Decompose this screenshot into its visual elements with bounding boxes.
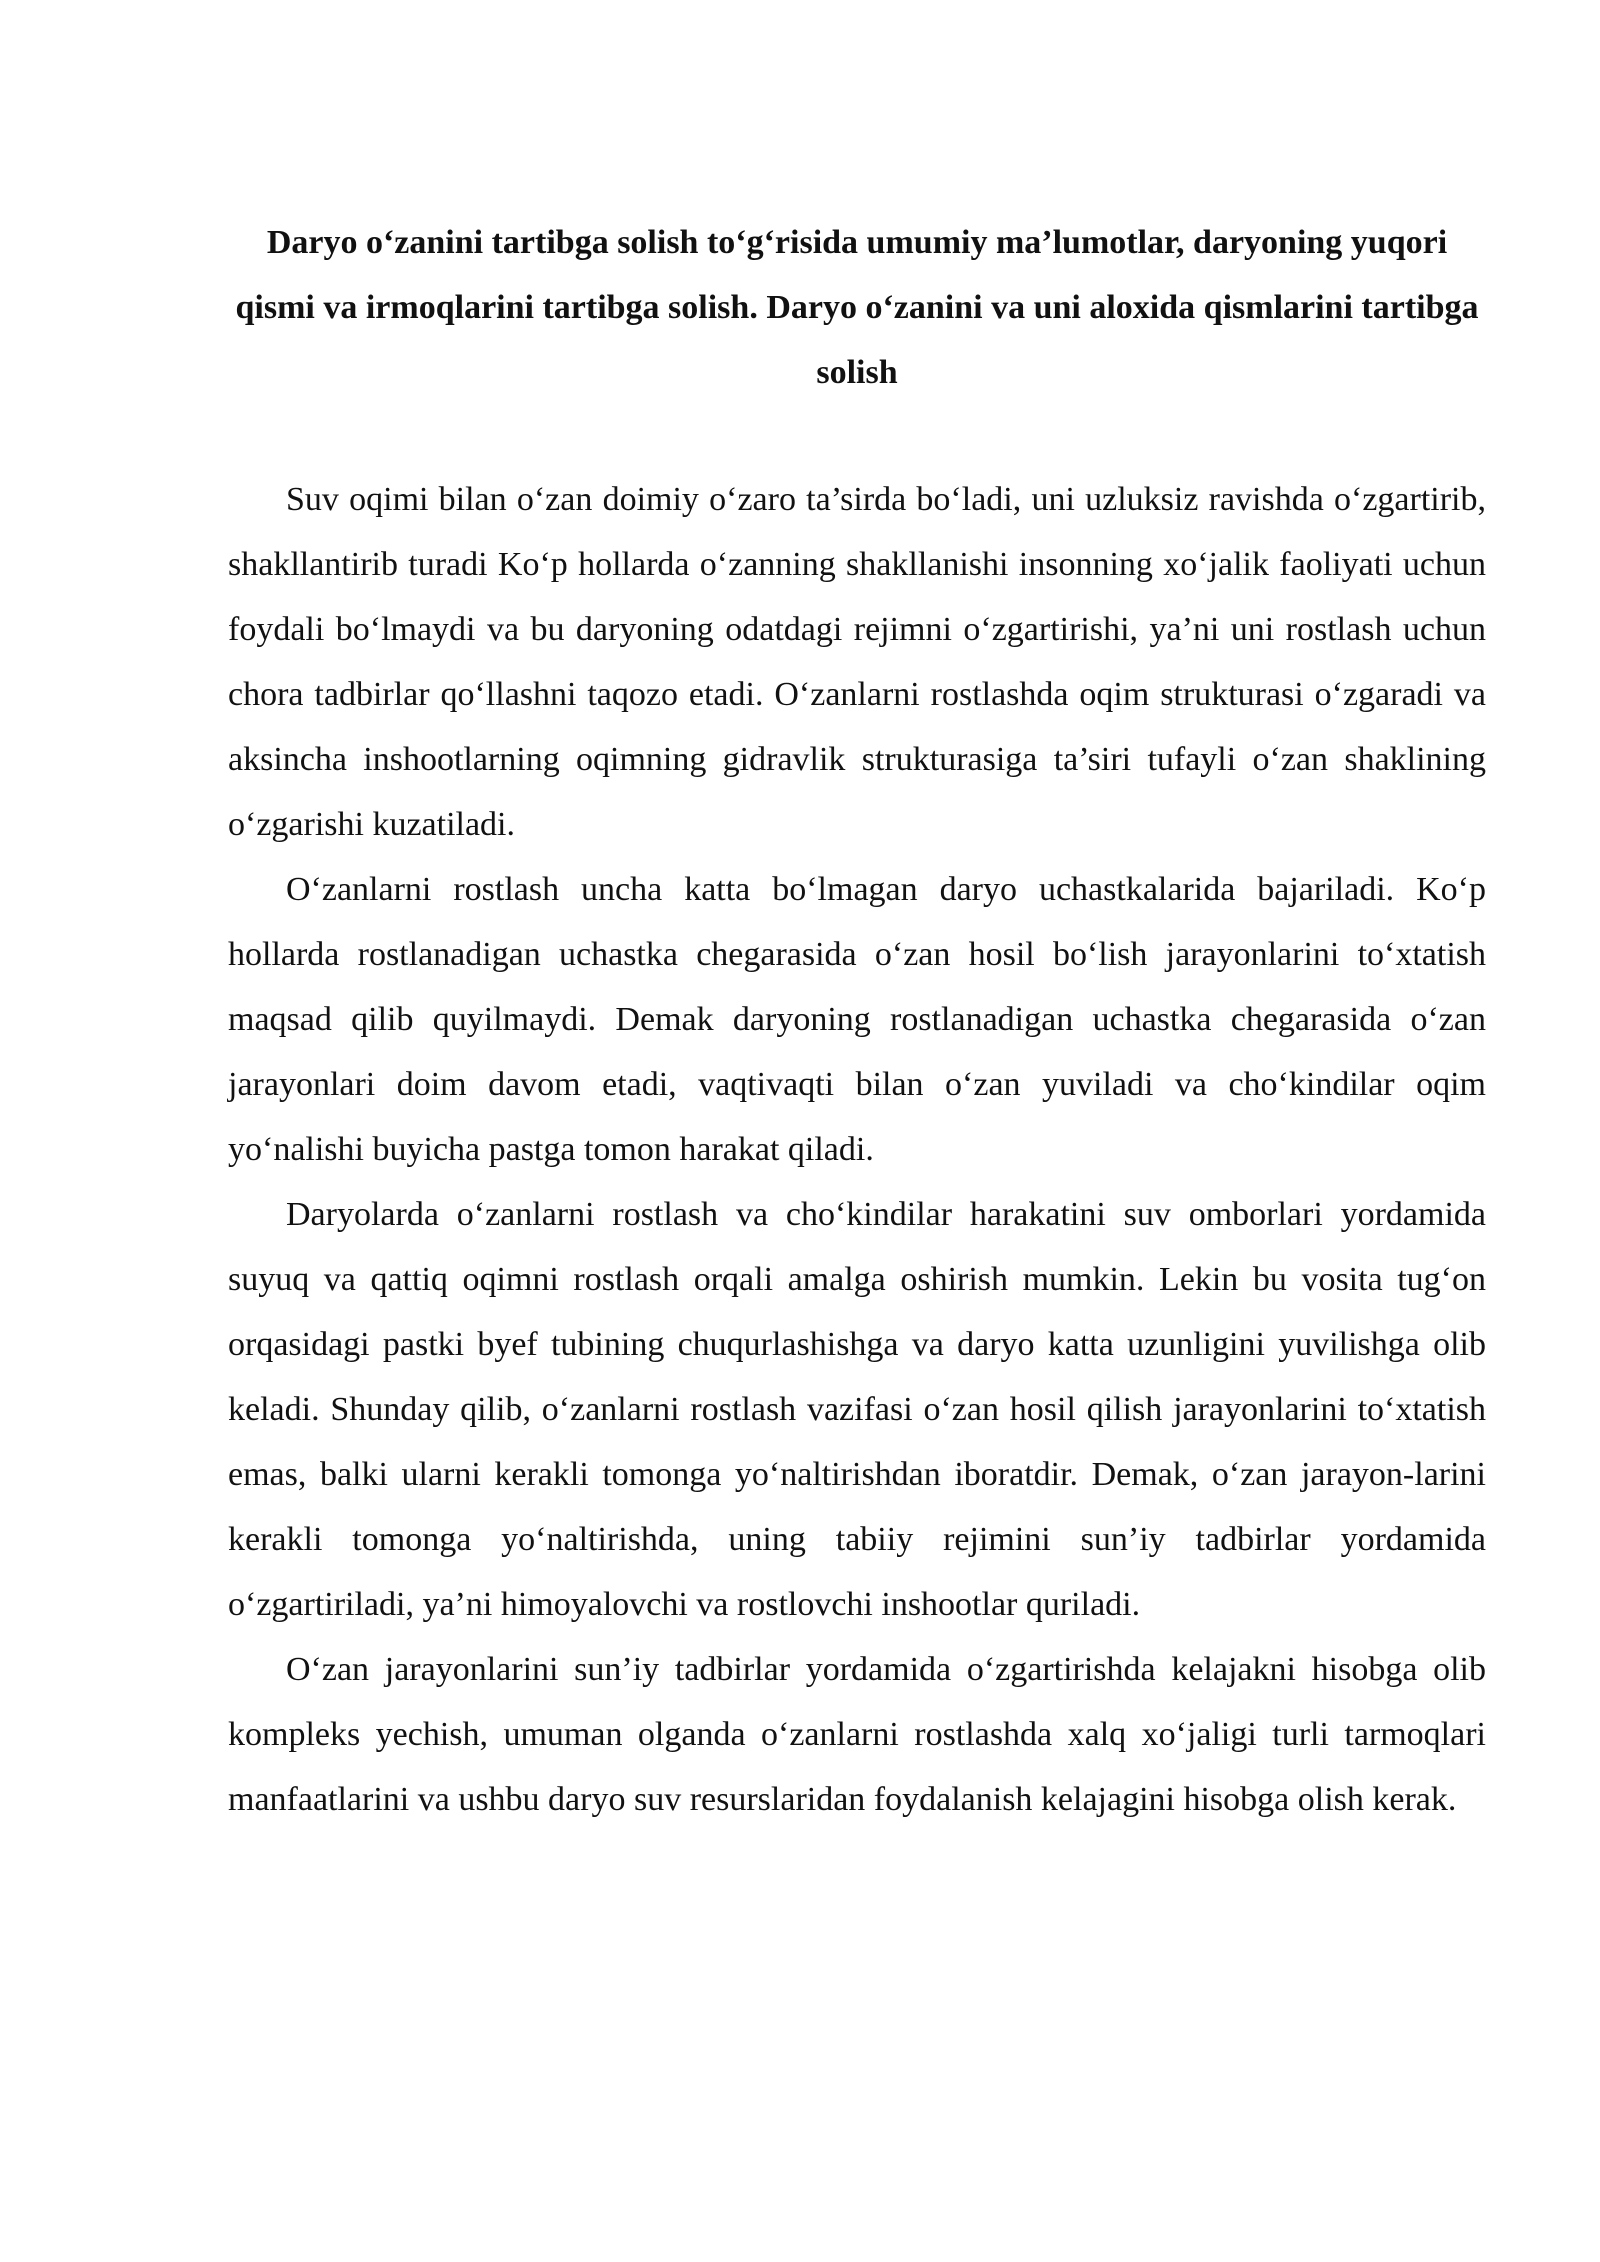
document-body: [228, 467, 1486, 1832]
paragraph-3: Daryolarda o‘zanlarni rostlash va cho‘kindilar harakatini suv omborlari yordamida suyuq va qattiq oqimni rostlash orqali amalga oshirish mumkin. Lekin bu vosita tug‘on orqasidagi pastki byef tubining chuqurlashishga va daryo katta uzunligini yuvilishga olib keladi. Shunday qilib, o‘zanlarni rostlash vazifasi o‘zan hosil qilish jarayonlarini to‘xtatish emas, balki ularni kerakli tomonga yo‘naltirishdan iboratdir. Demak, o‘zan jarayon-larini kerakli tomonga yo‘naltirishda, uning tabiiy rejimini sun’iy tadbirlar yordamida o‘zgartiriladi, ya’ni himoyalovchi va rostlovchi inshootlar quriladi.: [228, 1196, 1486, 1623]
paragraph-2: O‘zanlarni rostlash uncha katta bo‘lmagan daryo uchastkalarida bajariladi. Ko‘p hollarda rostlanadigan uchastka chegarasida o‘zan hosil bo‘lish jarayonlarini to‘xtatish maqsad qilib quyilmaydi. Demak daryoning rostlanadigan uchastka chegarasida o‘zan jarayonlari doim davom etadi, vaqtivaqti bilan o‘zan yuviladi va cho‘kindilar oqim yo‘nalishi buyicha pastga tomon harakat qiladi.: [228, 871, 1486, 1168]
paragraph-4: O‘zan jarayonlarini sun’iy tadbirlar yordamida o‘zgartirishda kelajakni hisobga olib kompleks yechish, umuman olganda o‘zanlarni rostlashda xalq xo‘jaligi turli tarmoqlari manfaatlarini va ushbu daryo suv resurslaridan foydalanish kelajagini hisobga olish kerak.: [228, 1651, 1486, 1818]
document-title: Daryo o‘zanini tartibga solish to‘g‘risida umumiy ma’lumotlar, daryoning yuqori qismi va irmoqlarini tartibga solish. Daryo o‘zanini va uni aloxida qismlarini tartibga solish: [235, 224, 1479, 391]
paragraph-1: Suv oqimi bilan o‘zan doimiy o‘zaro ta’sirda bo‘ladi, uni uzluksiz ravishda o‘zgartirib, shakllantirib turadi Ko‘p hollarda o‘zanning shakllanishi insonning xo‘jalik faoliyati uchun foydali bo‘lmaydi va bu daryoning odatdagi rejimni o‘zgartirishi, ya’ni uni rostlash uchun chora tadbirlar qo‘llashni taqozo etadi. O‘zanlarni rostlashda oqim strukturasi o‘zgaradi va aksincha inshootlarning oqimning gidravlik strukturasiga ta’siri tufayli o‘zan shaklining o‘zgarishi kuzatiladi.: [228, 481, 1486, 843]
